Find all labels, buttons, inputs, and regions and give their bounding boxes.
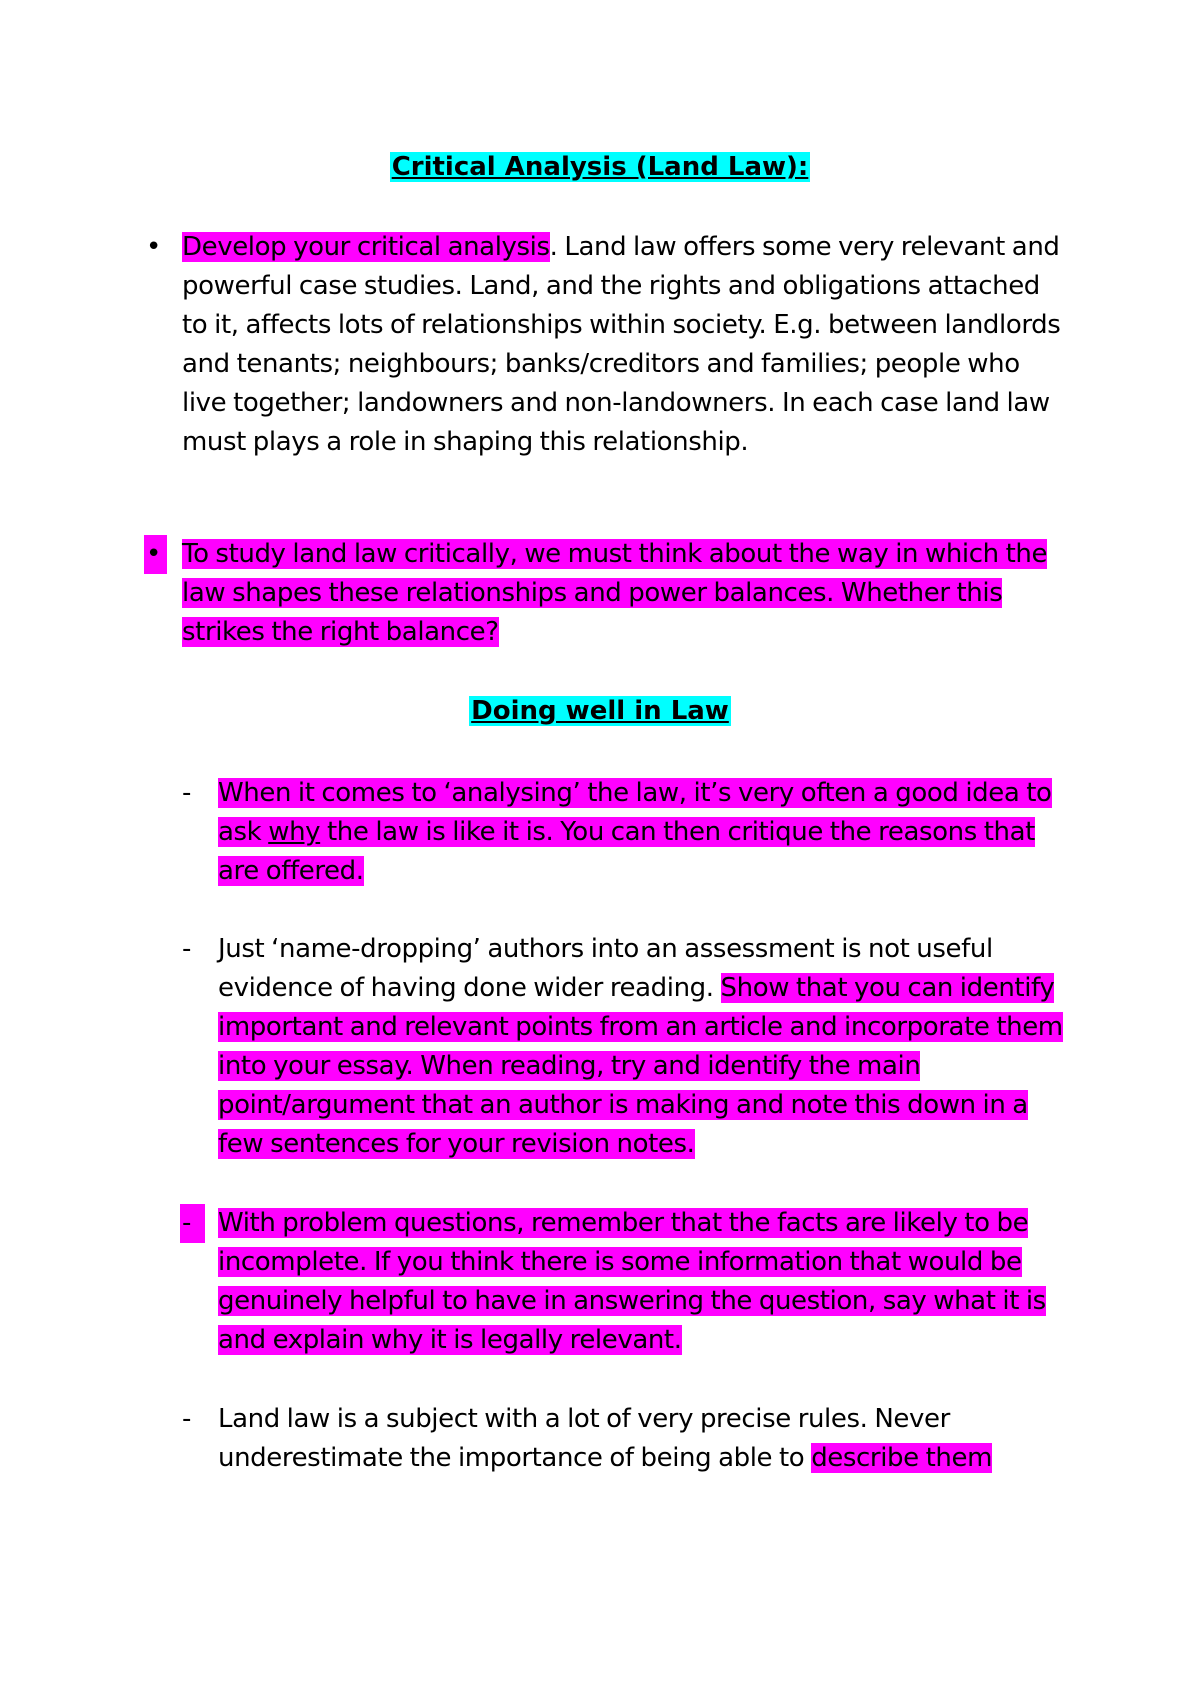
dash-paragraph-3	[218, 1204, 1068, 1360]
heading-critical-analysis-text: Critical Analysis (Land Law):	[391, 152, 809, 182]
dash-1-underlined: why	[268, 817, 321, 847]
bullet-paragraph-1	[182, 228, 1062, 462]
bullet-marker: •	[146, 232, 162, 262]
heading-critical-analysis	[0, 150, 1200, 184]
dash-marker: -	[182, 1404, 192, 1434]
dash-1-text-a: When it comes to ‘analysing’ the law, it’s very often a good idea to ask	[218, 778, 1052, 847]
bullet-1-highlight: Develop your critical analysis	[182, 232, 550, 262]
dash-1-text-b: the law is like it is. You can then critique the reasons that are offered.	[218, 817, 1035, 886]
dash-2-highlight: Show that you can identify important and relevant points from an article and incorporate them into your essay. When reading, try and identify the main point/argument that an author is making and note this down in a few sentences for your revision notes.	[218, 973, 1063, 1159]
bullet-1-text: . Land law offers some very relevant and powerful case studies. Land, and the rights and obligations attached to it, affects lots of relationships within society. E.g. between landlords and tenants; neighbours; banks/creditors and families; people who live together; landowners and non-landowners. In each case land law must plays a role in shaping this relationship.	[182, 232, 1061, 457]
dash-paragraph-1	[218, 774, 1068, 891]
dash-2-text: Just ‘name-dropping’ authors into an assessment is not useful evidence of having done wider reading.	[218, 934, 993, 1003]
dash-3-highlight: With problem questions, remember that the facts are likely to be incomplete. If you think there is some information that would be genuinely helpful to have in answering the question, say what it is and explain why it is legally relevant.	[218, 1208, 1046, 1355]
dash-marker: -	[182, 778, 192, 808]
dash-4-highlight: describe them	[811, 1443, 993, 1473]
dash-paragraph-2	[218, 930, 1068, 1164]
dash-marker: -	[182, 934, 192, 964]
dash-marker: -	[180, 1204, 205, 1243]
bullet-paragraph-2	[182, 535, 1062, 652]
bullet-marker: •	[144, 535, 167, 574]
heading-doing-well-text: Doing well in Law	[471, 696, 729, 726]
heading-doing-well	[0, 694, 1200, 728]
bullet-2-highlight: To study land law critically, we must think about the way in which the law shapes these relationships and power balances. Whether this strikes the right balance?	[182, 539, 1048, 647]
dash-paragraph-4	[218, 1400, 1068, 1478]
dash-4-text: Land law is a subject with a lot of very precise rules. Never underestimate the importance of being able to	[218, 1404, 950, 1473]
